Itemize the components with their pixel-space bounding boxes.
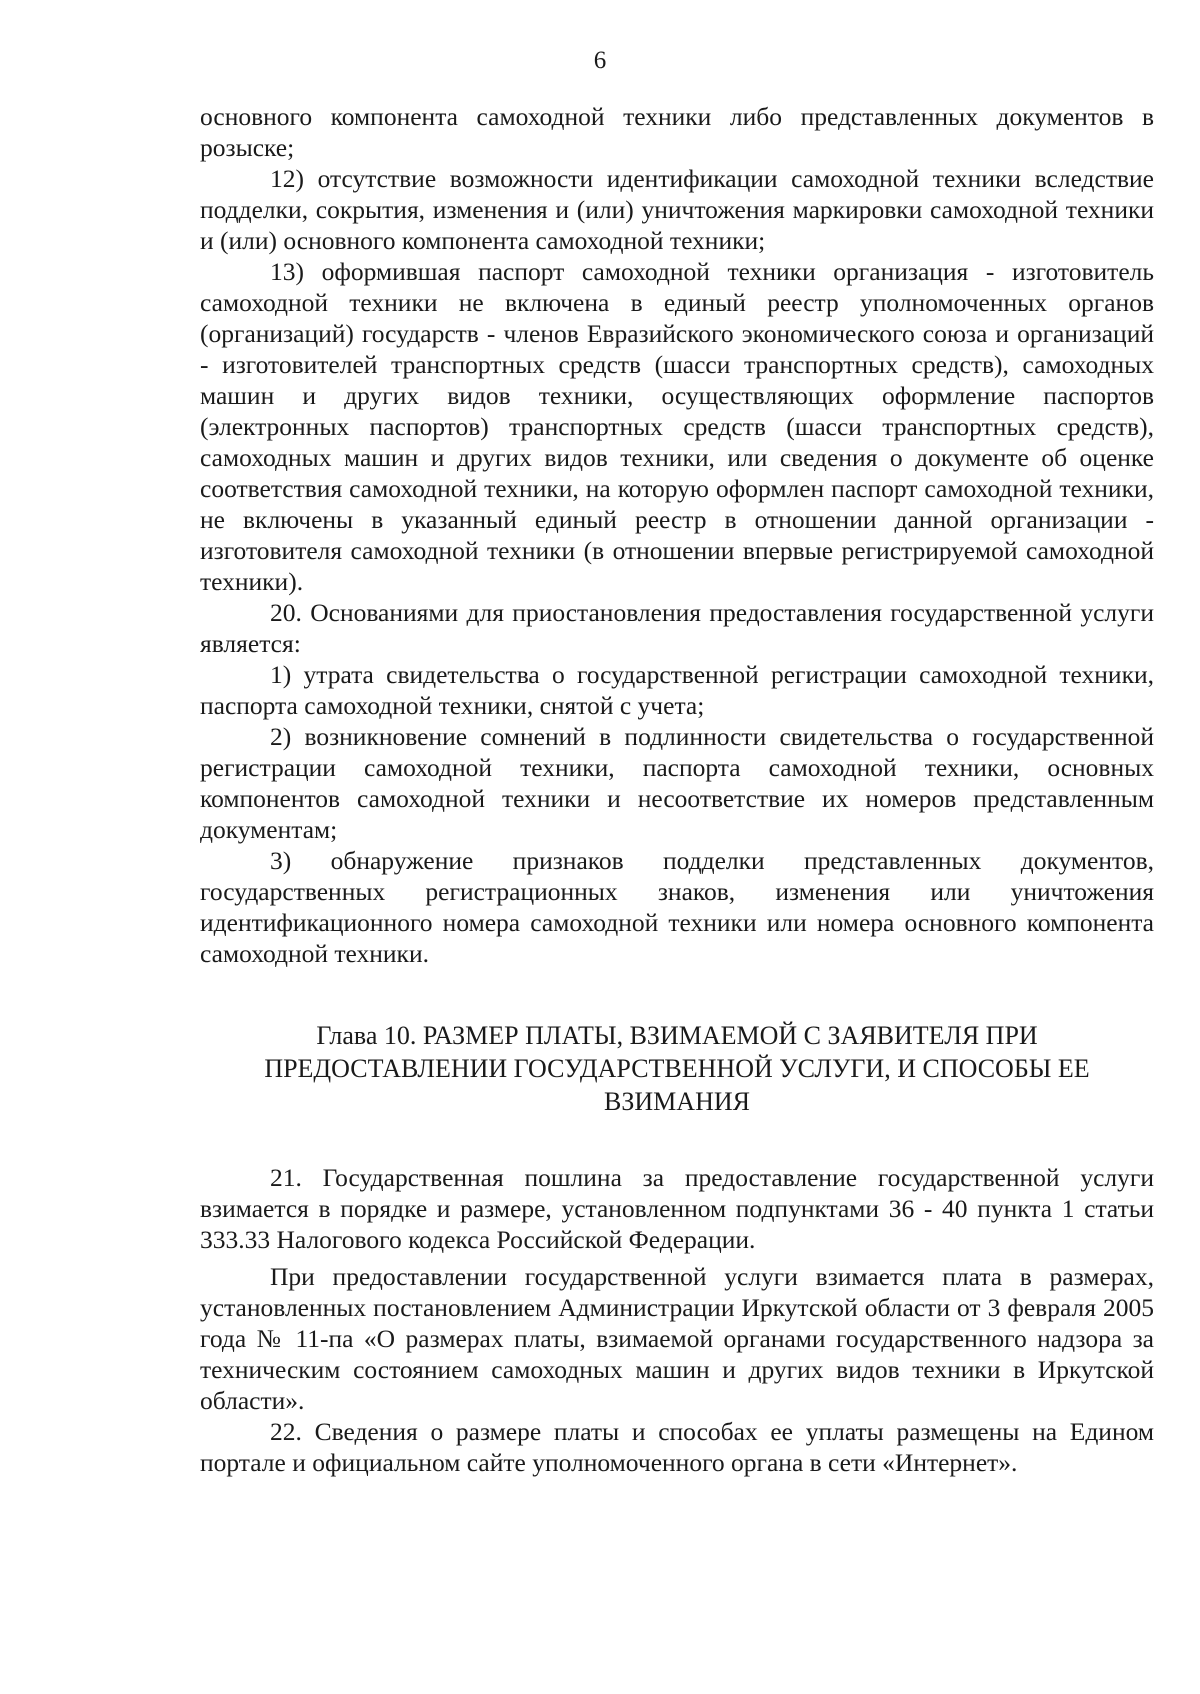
- paragraph-continuation: основного компонента самоходной техники либо представленных документов в розыске;: [200, 102, 1154, 162]
- paragraph-clause-22: 22. Сведения о размере платы и способах ее уплаты размещены на Едином портале и официальном сайте уполномоченного органа в сети «Интернет».: [200, 1417, 1154, 1477]
- paragraph-subitem-2: 2) возникновение сомнений в подлинности свидетельства о государственной регистрации самоходной техники, паспорта самоходной техники, основных компонентов самоходной техники и несоответствие их номеров представленным документам;: [200, 722, 1154, 844]
- paragraph-subitem-1: 1) утрата свидетельства о государственной регистрации самоходной техники, паспорта самоходной техники, снятой с учета;: [200, 660, 1154, 720]
- paragraph-item-13: 13) оформившая паспорт самоходной техники организация - изготовитель самоходной техники не включена в единый реестр уполномоченных органов (организаций) государств - членов Евразийского экономического союза и организаций - изготовителей транспортных средств (шасси транспортных средств), самоходных машин и других видов техники, осуществляющих оформление паспортов (электронных паспортов) транспортных средств (шасси транспортных средств), самоходных машин и других видов техники, или сведения о документе об оценке соответствия самоходной техники, на которую оформлен паспорт самоходной техники, не включены в указанный единый реестр в отношении данной организации - изготовителя самоходной техники (в отношении впервые регистрируемой самоходной техники).: [200, 257, 1154, 596]
- chapter-heading-line-3: ВЗИМАНИЯ: [604, 1087, 750, 1116]
- page-number: 6: [593, 47, 607, 74]
- chapter-heading-line-1: Глава 10. РАЗМЕР ПЛАТЫ, ВЗИМАЕМОЙ С ЗАЯВИТЕЛЯ ПРИ: [316, 1021, 1038, 1050]
- paragraph-fee-payment: При предоставлении государственной услуги взимается плата в размерах, установленных постановлением Администрации Иркутской области от 3 февраля 2005 года № 11-па «О размерах платы, взимаемой органами государственного надзора за техническим состоянием самоходных машин и других видов техники в Иркутской области».: [200, 1262, 1154, 1415]
- chapter-heading-line-2: ПРЕДОСТАВЛЕНИИ ГОСУДАРСТВЕННОЙ УСЛУГИ, И СПОСОБЫ ЕЕ: [264, 1054, 1090, 1083]
- paragraph-clause-21: 21. Государственная пошлина за предоставление государственной услуги взимается в порядке и размере, установленном подпунктами 36 - 40 пункта 1 статьи 333.33 Налогового кодекса Российской Федерации.: [200, 1163, 1154, 1254]
- document-body: [200, 101, 1154, 1478]
- paragraph-subitem-3: 3) обнаружение признаков подделки представленных документов, государственных регистрационных знаков, изменения или уничтожения идентификационного номера самоходной техники или номера основного компонента самоходной техники.: [200, 846, 1154, 968]
- paragraph-item-12: 12) отсутствие возможности идентификации самоходной техники вследствие подделки, сокрытия, изменения и (или) уничтожения маркировки самоходной техники и (или) основного компонента самоходной техники;: [200, 164, 1154, 255]
- paragraph-clause-20: 20. Основаниями для приостановления предоставления государственной услуги является:: [200, 598, 1154, 658]
- chapter-heading: [200, 1019, 1154, 1118]
